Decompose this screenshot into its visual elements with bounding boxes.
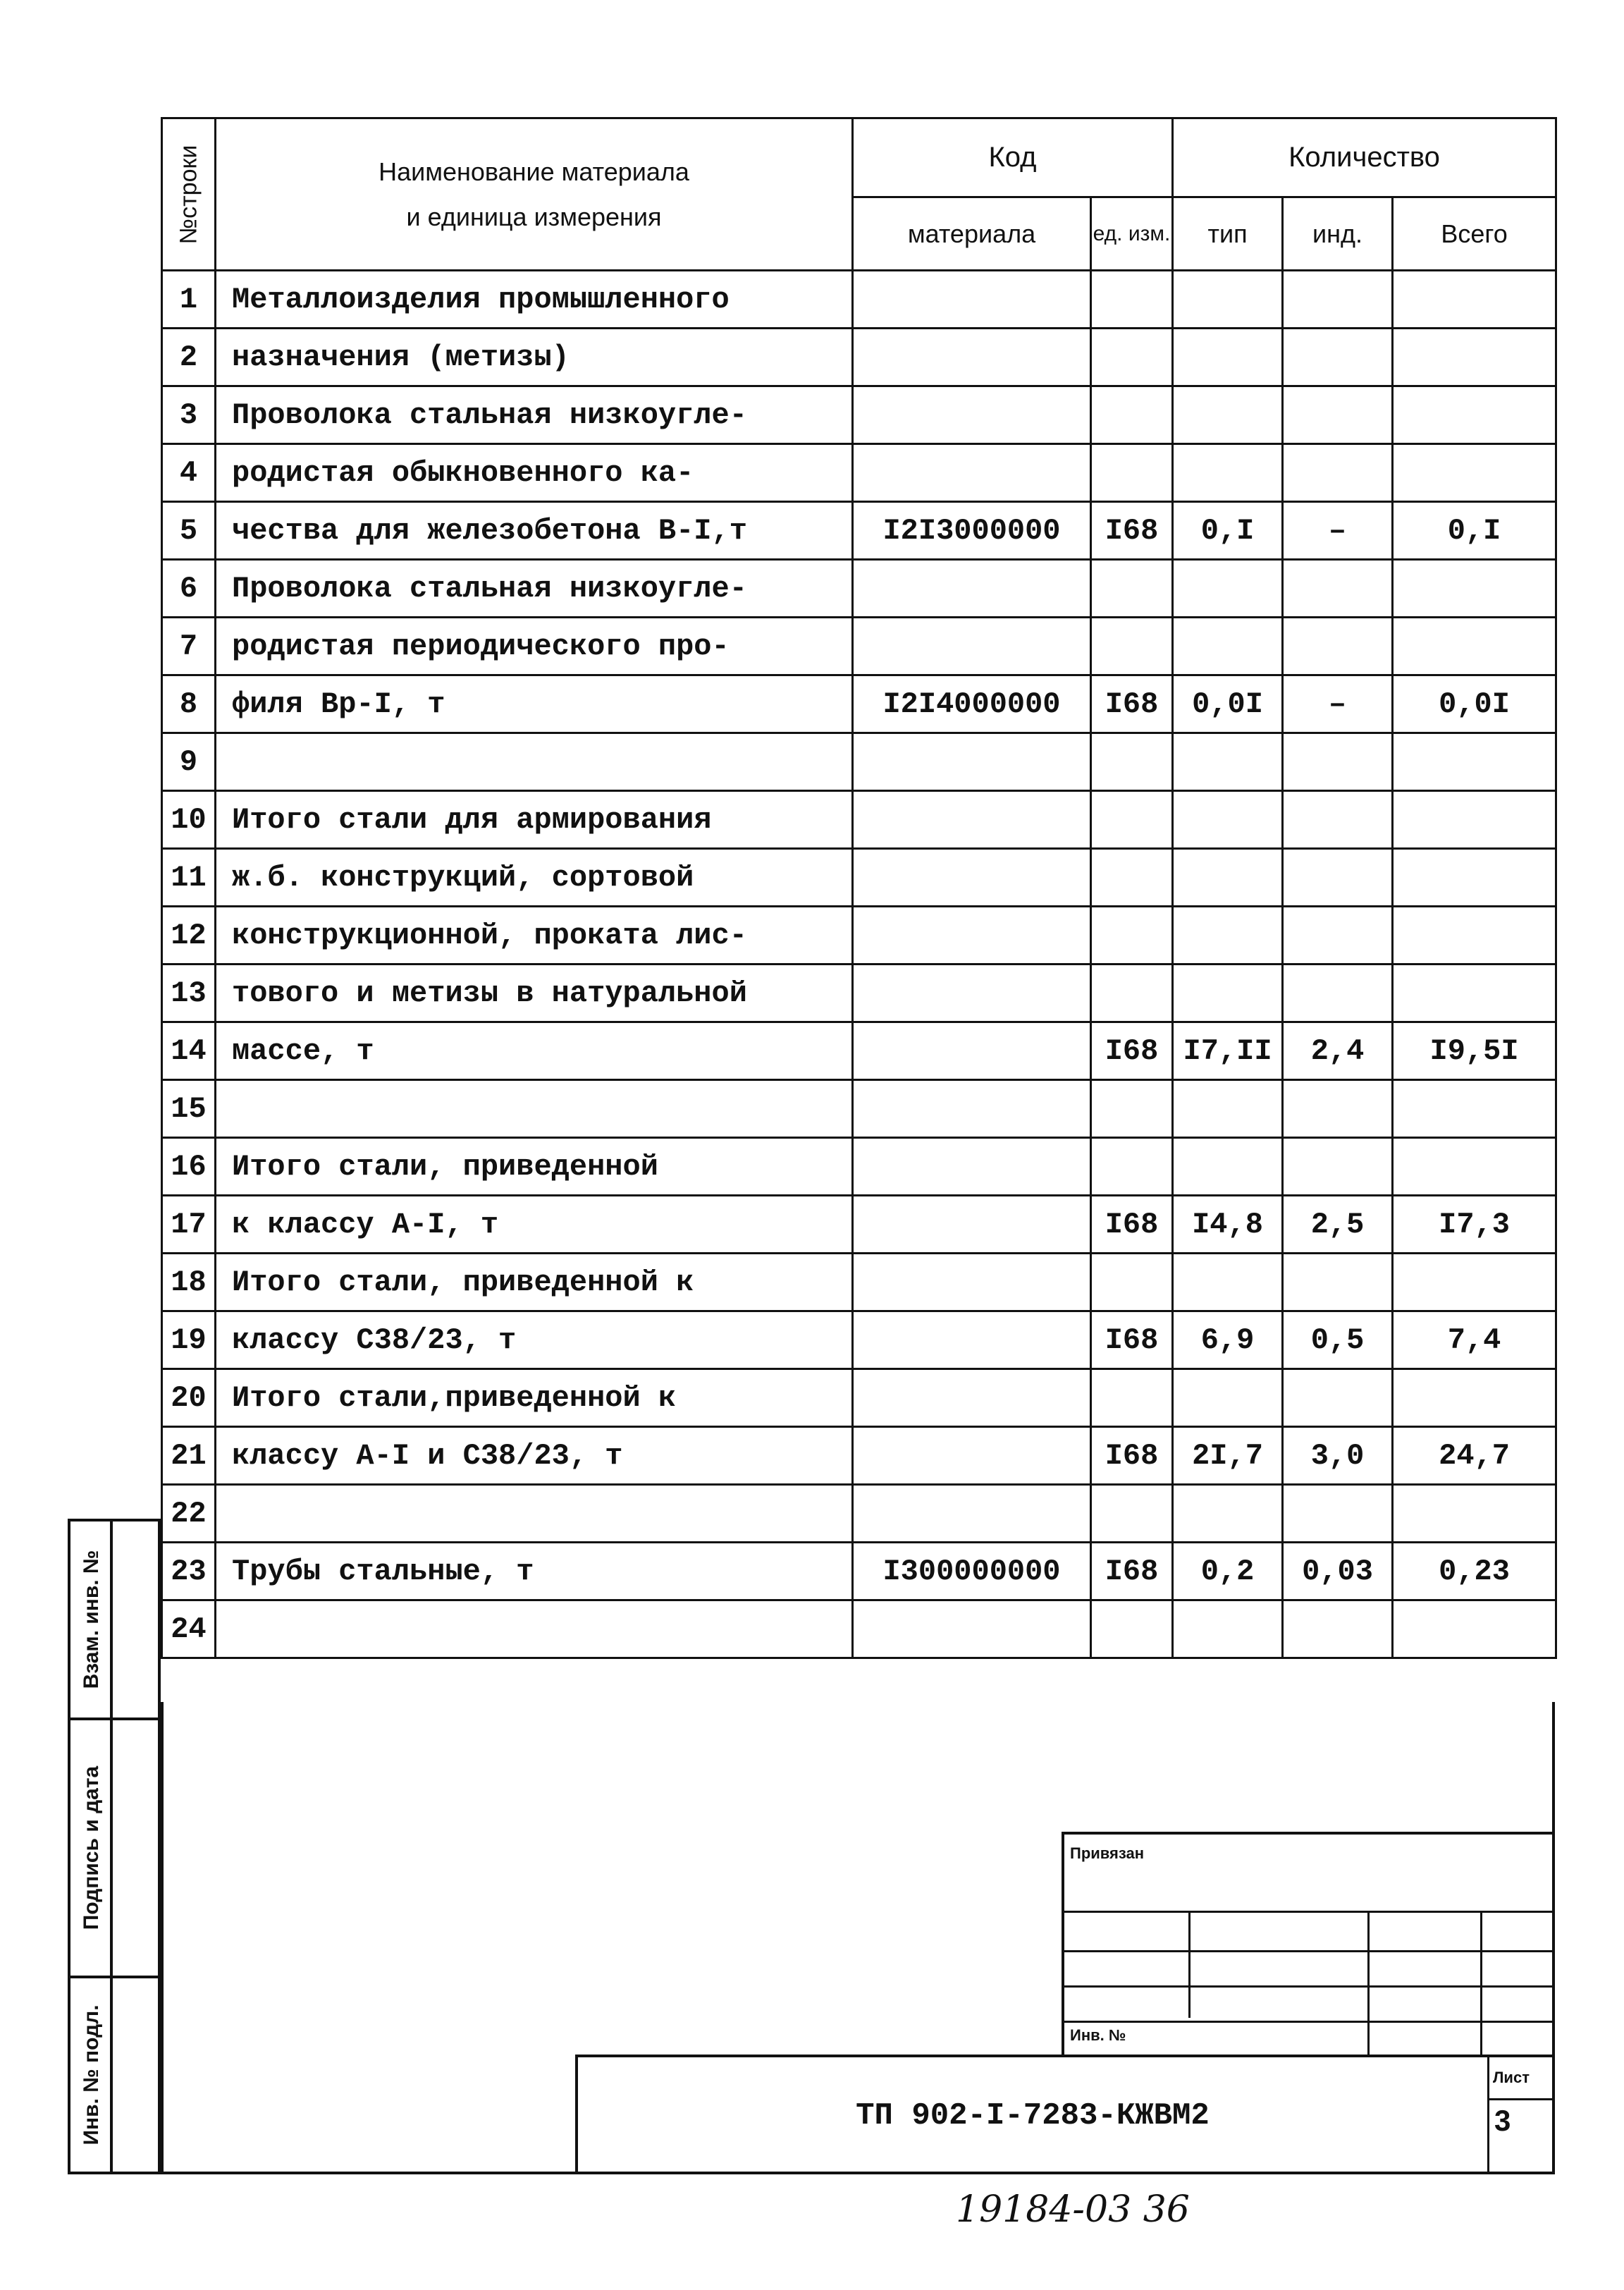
unit-code: I68 <box>1091 502 1173 560</box>
material-name <box>216 1600 853 1658</box>
table-row <box>162 907 1556 965</box>
header-quantity-group: Количество <box>1173 118 1556 197</box>
row-number: 18 <box>162 1254 216 1311</box>
qty-total <box>1393 329 1556 386</box>
table-row <box>162 618 1556 675</box>
material-code <box>853 329 1091 386</box>
table-row <box>162 1543 1556 1600</box>
material-name: чества для железобетона В-I,т <box>216 502 853 560</box>
row-number: 14 <box>162 1022 216 1080</box>
qty-tip <box>1173 1254 1283 1311</box>
qty-ind: 2,5 <box>1283 1196 1393 1254</box>
unit-code: I68 <box>1091 675 1173 733</box>
material-name: к классу А-I, т <box>216 1196 853 1254</box>
header-tip: тип <box>1173 197 1283 271</box>
material-name: классу А-I и С38/23, т <box>216 1427 853 1485</box>
qty-ind <box>1283 386 1393 444</box>
qty-ind <box>1283 791 1393 849</box>
material-name <box>216 1080 853 1138</box>
qty-tip <box>1173 560 1283 618</box>
qty-tip <box>1173 1485 1283 1543</box>
row-number: 12 <box>162 907 216 965</box>
qty-ind <box>1283 271 1393 329</box>
unit-code <box>1091 560 1173 618</box>
row-number: 11 <box>162 849 216 907</box>
qty-tip <box>1173 618 1283 675</box>
header-ind: инд. <box>1283 197 1393 271</box>
row-number: 9 <box>162 733 216 791</box>
table-row <box>162 560 1556 618</box>
qty-ind <box>1283 733 1393 791</box>
material-code <box>853 386 1091 444</box>
material-name: конструкционной, проката лис- <box>216 907 853 965</box>
unit-code <box>1091 1138 1173 1196</box>
stamp-privyazan-block <box>1062 1832 1555 2055</box>
unit-code <box>1091 1485 1173 1543</box>
qty-tip: 2I,7 <box>1173 1427 1283 1485</box>
material-code <box>853 1427 1091 1485</box>
unit-code: I68 <box>1091 1022 1173 1080</box>
unit-code: I68 <box>1091 1311 1173 1369</box>
material-code <box>853 1022 1091 1080</box>
material-name: массе, т <box>216 1022 853 1080</box>
row-number: 15 <box>162 1080 216 1138</box>
material-name <box>216 1485 853 1543</box>
table-row <box>162 849 1556 907</box>
sheet-label: Лист <box>1493 2069 1530 2086</box>
table-row <box>162 733 1556 791</box>
table-row <box>162 965 1556 1022</box>
table-row <box>162 1369 1556 1427</box>
qty-tip: I4,8 <box>1173 1196 1283 1254</box>
row-number: 10 <box>162 791 216 849</box>
material-name: Проволока стальная низкоугле- <box>216 560 853 618</box>
table-row <box>162 1485 1556 1543</box>
material-name: назначения (метизы) <box>216 329 853 386</box>
qty-tip <box>1173 1369 1283 1427</box>
table-row <box>162 1427 1556 1485</box>
material-name: классу С38/23, т <box>216 1311 853 1369</box>
qty-ind: 0,03 <box>1283 1543 1393 1600</box>
table-row <box>162 1196 1556 1254</box>
material-name <box>216 733 853 791</box>
unit-code: I68 <box>1091 1427 1173 1485</box>
row-number: 16 <box>162 1138 216 1196</box>
side-podpis-data: Подпись и дата <box>68 1720 161 1978</box>
material-name: тового и метизы в натуральной <box>216 965 853 1022</box>
qty-ind <box>1283 849 1393 907</box>
header-code-group: Код <box>853 118 1173 197</box>
row-number: 17 <box>162 1196 216 1254</box>
qty-ind <box>1283 1138 1393 1196</box>
qty-tip <box>1173 444 1283 502</box>
unit-code <box>1091 1080 1173 1138</box>
stamp-inv-label: Инв. № <box>1070 2026 1126 2044</box>
unit-code <box>1091 965 1173 1022</box>
unit-code: I68 <box>1091 1196 1173 1254</box>
qty-total <box>1393 1600 1556 1658</box>
row-number: 24 <box>162 1600 216 1658</box>
material-code <box>853 560 1091 618</box>
material-code: I2I3000000 <box>853 502 1091 560</box>
unit-code <box>1091 1254 1173 1311</box>
handwritten-archive-number: 19184-03 36 <box>956 2188 1190 2231</box>
material-name: Итого стали, приведенной к <box>216 1254 853 1311</box>
table-row <box>162 271 1556 329</box>
material-name: Трубы стальные, т <box>216 1543 853 1600</box>
unit-code <box>1091 329 1173 386</box>
row-number: 2 <box>162 329 216 386</box>
material-name: Итого стали, приведенной <box>216 1138 853 1196</box>
unit-code <box>1091 1600 1173 1658</box>
qty-total: 0,0I <box>1393 675 1556 733</box>
qty-total: 7,4 <box>1393 1311 1556 1369</box>
unit-code <box>1091 733 1173 791</box>
qty-total: I7,3 <box>1393 1196 1556 1254</box>
unit-code <box>1091 1369 1173 1427</box>
unit-code <box>1091 618 1173 675</box>
qty-tip <box>1173 733 1283 791</box>
qty-total <box>1393 271 1556 329</box>
material-name: родистая периодического про- <box>216 618 853 675</box>
table-row <box>162 791 1556 849</box>
material-name: Итого стали,приведенной к <box>216 1369 853 1427</box>
material-code <box>853 1196 1091 1254</box>
qty-ind <box>1283 1080 1393 1138</box>
material-code <box>853 1254 1091 1311</box>
unit-code <box>1091 907 1173 965</box>
row-number: 4 <box>162 444 216 502</box>
qty-total <box>1393 1138 1556 1196</box>
qty-ind <box>1283 1369 1393 1427</box>
qty-ind <box>1283 907 1393 965</box>
material-code <box>853 444 1091 502</box>
qty-tip <box>1173 791 1283 849</box>
material-code <box>853 1485 1091 1543</box>
material-code <box>853 618 1091 675</box>
qty-tip <box>1173 1138 1283 1196</box>
table-row <box>162 1311 1556 1369</box>
row-number: 20 <box>162 1369 216 1427</box>
table-row <box>162 1080 1556 1138</box>
qty-total <box>1393 1485 1556 1543</box>
row-number: 8 <box>162 675 216 733</box>
header-code-material: материала <box>853 197 1091 271</box>
side-inv-podl: Инв. № подл. <box>68 1978 161 2174</box>
table-row <box>162 675 1556 733</box>
material-code <box>853 271 1091 329</box>
title-block <box>575 2055 1555 2174</box>
row-number: 23 <box>162 1543 216 1600</box>
material-name: Металлоизделия промышленного <box>216 271 853 329</box>
row-number: 19 <box>162 1311 216 1369</box>
qty-ind: 2,4 <box>1283 1022 1393 1080</box>
material-spec-table <box>161 117 1557 1659</box>
qty-total: 0,I <box>1393 502 1556 560</box>
table-row <box>162 1254 1556 1311</box>
unit-code <box>1091 271 1173 329</box>
material-code <box>853 907 1091 965</box>
qty-ind: 0,5 <box>1283 1311 1393 1369</box>
qty-total <box>1393 560 1556 618</box>
qty-total <box>1393 1254 1556 1311</box>
qty-ind: 3,0 <box>1283 1427 1393 1485</box>
qty-total <box>1393 1080 1556 1138</box>
qty-tip: 0,I <box>1173 502 1283 560</box>
qty-total <box>1393 733 1556 791</box>
qty-tip <box>1173 1080 1283 1138</box>
qty-total: 24,7 <box>1393 1427 1556 1485</box>
qty-total: 0,23 <box>1393 1543 1556 1600</box>
header-row-number: №строки <box>162 118 216 271</box>
material-code <box>853 1600 1091 1658</box>
table-row <box>162 386 1556 444</box>
material-code <box>853 1138 1091 1196</box>
material-name: ж.б. конструкций, сортовой <box>216 849 853 907</box>
qty-tip: 0,2 <box>1173 1543 1283 1600</box>
qty-total <box>1393 444 1556 502</box>
row-number: 22 <box>162 1485 216 1543</box>
unit-code <box>1091 849 1173 907</box>
row-number: 3 <box>162 386 216 444</box>
qty-ind <box>1283 965 1393 1022</box>
qty-ind: – <box>1283 675 1393 733</box>
qty-tip <box>1173 849 1283 907</box>
material-code: I2I4000000 <box>853 675 1091 733</box>
unit-code <box>1091 386 1173 444</box>
table-row <box>162 1022 1556 1080</box>
qty-tip <box>1173 907 1283 965</box>
sheet-number: 3 <box>1494 2104 1511 2137</box>
table-row <box>162 1138 1556 1196</box>
qty-total <box>1393 618 1556 675</box>
qty-total <box>1393 791 1556 849</box>
header-total: Всего <box>1393 197 1556 271</box>
table-row <box>162 444 1556 502</box>
row-number: 7 <box>162 618 216 675</box>
qty-ind <box>1283 1485 1393 1543</box>
row-number: 21 <box>162 1427 216 1485</box>
table-row <box>162 329 1556 386</box>
material-code <box>853 1311 1091 1369</box>
qty-tip <box>1173 386 1283 444</box>
qty-tip <box>1173 329 1283 386</box>
qty-tip: 6,9 <box>1173 1311 1283 1369</box>
material-code <box>853 733 1091 791</box>
material-code <box>853 849 1091 907</box>
stamp-privyazan-label: Привязан <box>1070 1844 1145 1862</box>
header-unit: ед. изм. <box>1091 197 1173 271</box>
qty-ind: – <box>1283 502 1393 560</box>
row-number: 13 <box>162 965 216 1022</box>
document-code: ТП 902-I-7283-КЖВМ2 <box>856 2098 1210 2133</box>
qty-ind <box>1283 560 1393 618</box>
qty-total <box>1393 965 1556 1022</box>
material-name: Итого стали для армирования <box>216 791 853 849</box>
qty-tip: 0,0I <box>1173 675 1283 733</box>
row-number: 1 <box>162 271 216 329</box>
qty-total <box>1393 907 1556 965</box>
unit-code <box>1091 444 1173 502</box>
material-code <box>853 791 1091 849</box>
qty-total <box>1393 1369 1556 1427</box>
side-vzam-inv: Взам. инв. № <box>68 1519 161 1720</box>
material-name: Проволока стальная низкоугле- <box>216 386 853 444</box>
material-code <box>853 965 1091 1022</box>
qty-tip <box>1173 965 1283 1022</box>
qty-tip <box>1173 1600 1283 1658</box>
header-material-name: Наименование материала и единица измерения <box>216 118 853 271</box>
material-code <box>853 1080 1091 1138</box>
material-name: родистая обыкновенного ка- <box>216 444 853 502</box>
qty-total: I9,5I <box>1393 1022 1556 1080</box>
qty-ind <box>1283 1600 1393 1658</box>
material-code <box>853 1369 1091 1427</box>
table-row <box>162 502 1556 560</box>
unit-code <box>1091 791 1173 849</box>
qty-tip: I7,II <box>1173 1022 1283 1080</box>
qty-ind <box>1283 329 1393 386</box>
table-row <box>162 1600 1556 1658</box>
qty-ind <box>1283 618 1393 675</box>
material-code: I300000000 <box>853 1543 1091 1600</box>
qty-ind <box>1283 444 1393 502</box>
material-name: филя Вр-I, т <box>216 675 853 733</box>
qty-tip <box>1173 271 1283 329</box>
row-number: 5 <box>162 502 216 560</box>
unit-code: I68 <box>1091 1543 1173 1600</box>
row-number: 6 <box>162 560 216 618</box>
qty-total <box>1393 386 1556 444</box>
qty-total <box>1393 849 1556 907</box>
qty-ind <box>1283 1254 1393 1311</box>
